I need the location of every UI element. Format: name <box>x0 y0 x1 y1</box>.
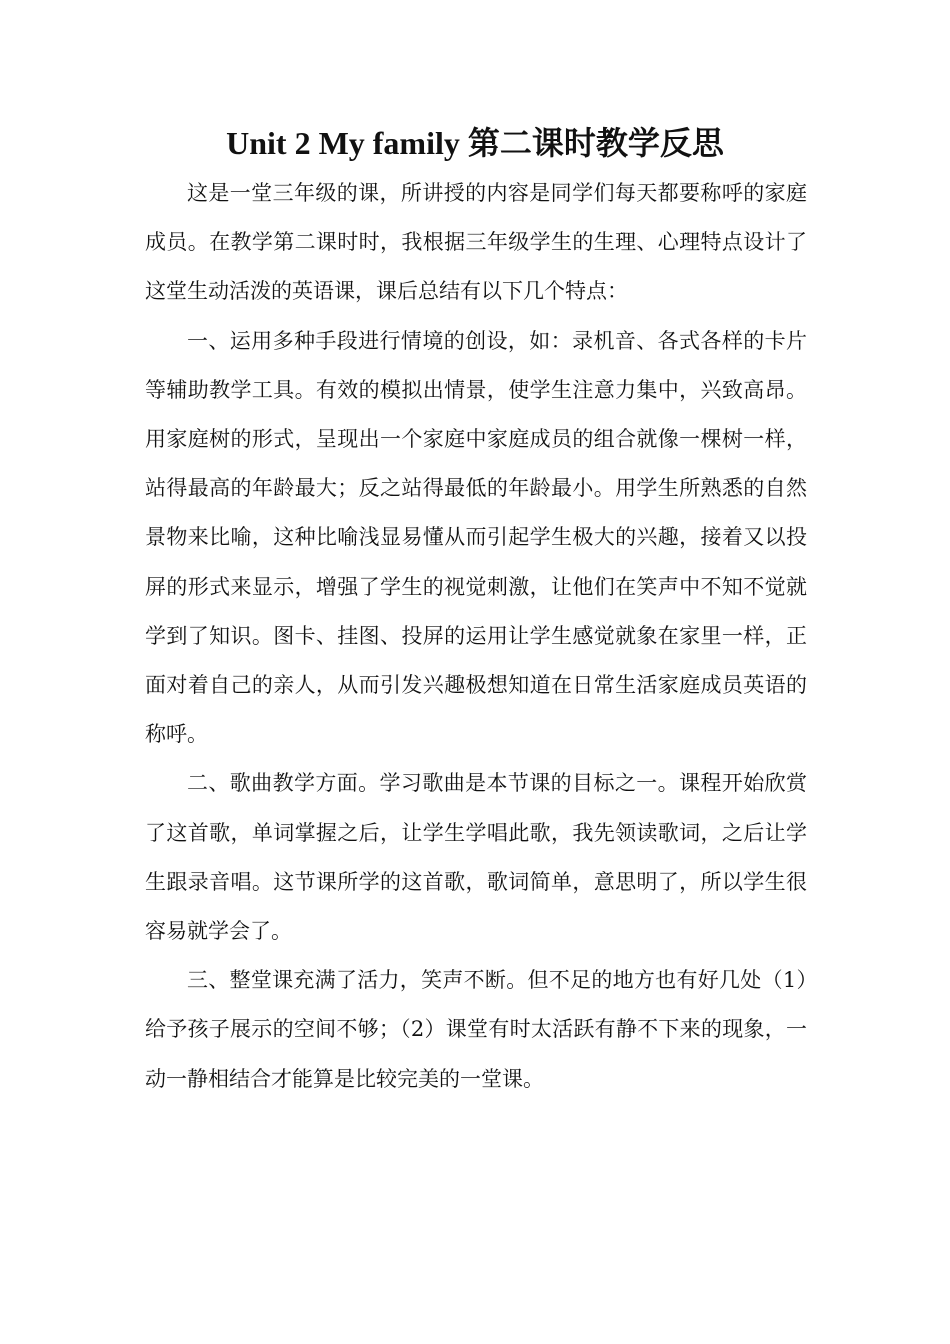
paragraph-intro: 这是一堂三年级的课，所讲授的内容是同学们每天都要称呼的家庭成员。在教学第二课时时，我根据三年级学生的生理、心理特点设计了这堂生动活泼的英语课，课后总结有以下几个特点： <box>145 181 807 304</box>
document-title: Unit 2 My family 第二课时教学反思 <box>226 125 724 161</box>
document-body <box>145 169 807 1104</box>
paragraph-point-three: 三、整堂课充满了活力，笑声不断。但不足的地方也有好几处（1）给予孩子展示的空间不够；（2）课堂有时太活跃有静不下来的现象，一动一静相结合才能算是比较完美的一堂课。 <box>145 968 807 1091</box>
paragraph-point-two: 二、歌曲教学方面。学习歌曲是本节课的目标之一。课程开始欣赏了这首歌，单词掌握之后，让学生学唱此歌，我先领读歌词，之后让学生跟录音唱。这节课所学的这首歌，歌词简单，意思明了，所以学生很容易就学会了。 <box>145 771 807 944</box>
paragraph-point-one: 一、运用多种手段进行情境的创设，如：录机音、各式各样的卡片等辅助教学工具。有效的模拟出情景，使学生注意力集中，兴致高昂。用家庭树的形式，呈现出一个家庭中家庭成员的组合就像一棵树一样，站得最高的年龄最大；反之站得最低的年龄最小。用学生所熟悉的自然景物来比喻，这种比喻浅显易懂从而引起学生极大的兴趣，接着又以投屏的形式来显示，增强了学生的视觉刺激，让他们在笑声中不知不觉就学到了知识。图卡、挂图、投屏的运用让学生感觉就象在家里一样，正面对着自己的亲人，从而引发兴趣极想知道在日常生活家庭成员英语的称呼。 <box>145 328 807 747</box>
